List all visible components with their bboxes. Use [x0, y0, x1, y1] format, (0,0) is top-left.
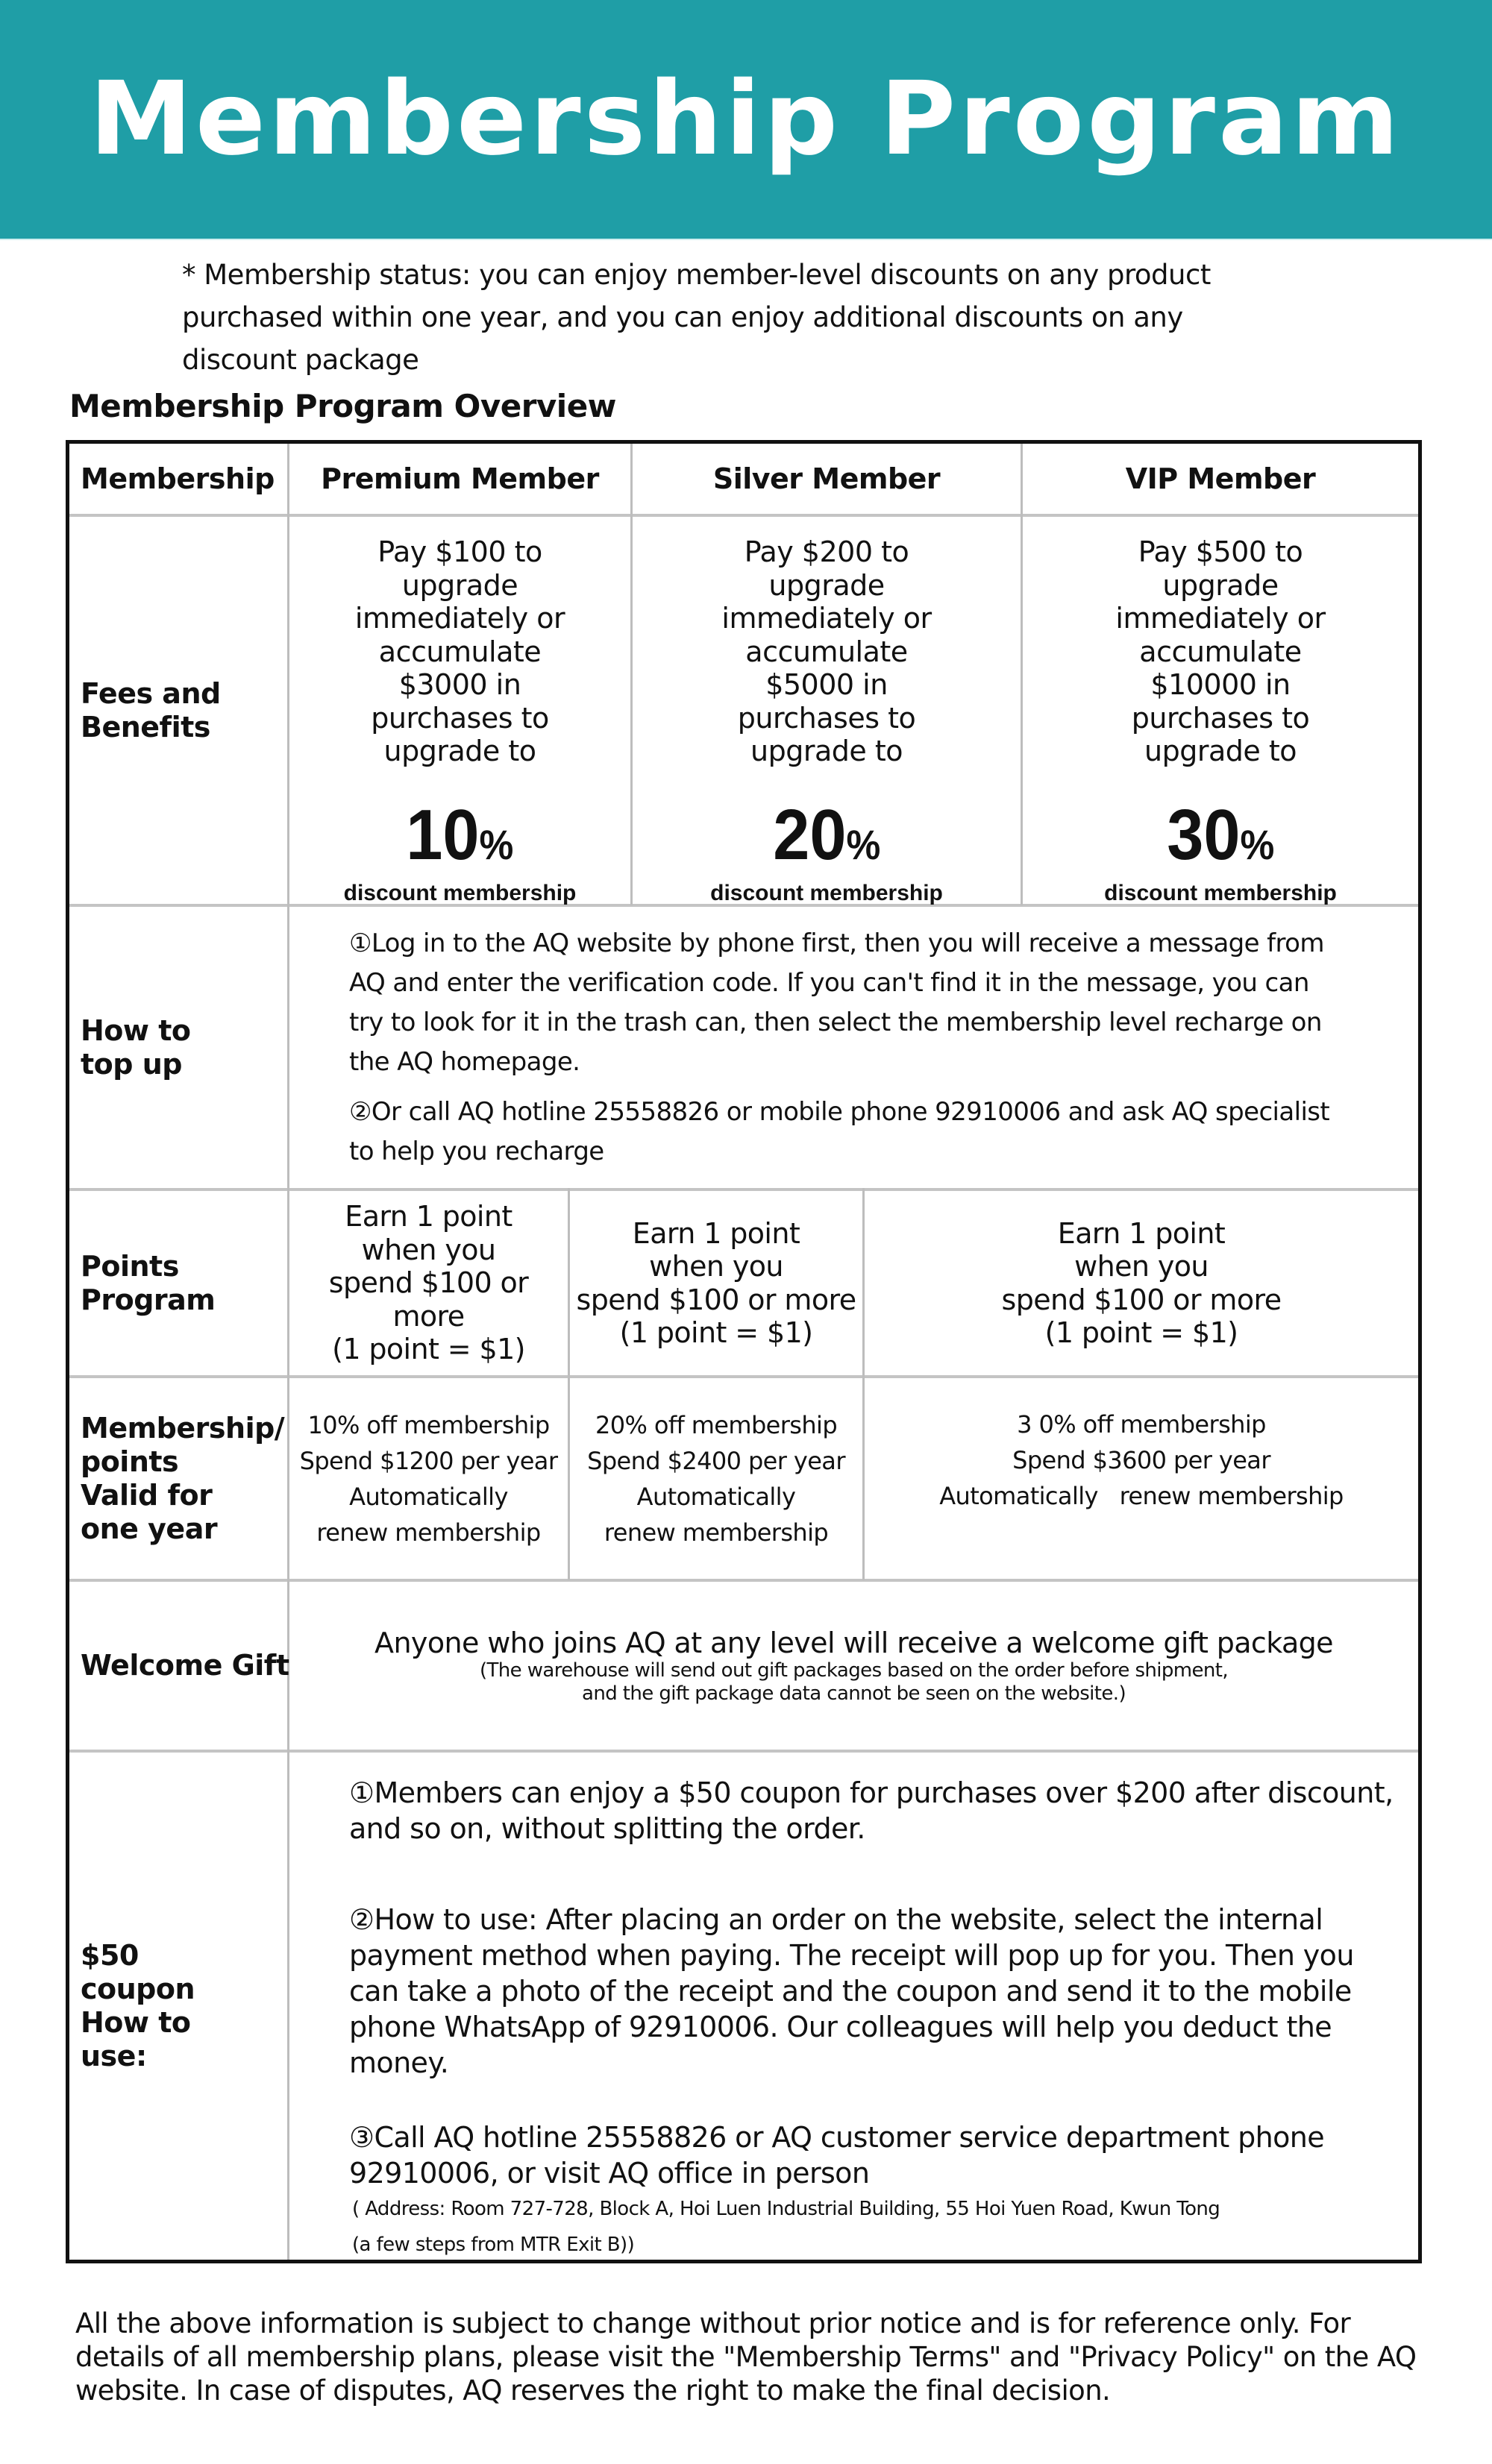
points-line: spend $100 or more — [1001, 1283, 1282, 1316]
validity-line: Automatically — [636, 1482, 796, 1511]
fee-tier-vip — [1023, 517, 1418, 904]
fee-description: Pay $200 to upgrade immediately or accumulate $5000 in purchases to upgrade to — [721, 535, 932, 767]
row-label-welcome-gift: Welcome Gift — [81, 1649, 289, 1682]
coupon-step-1: ①Members can enjoy a $50 coupon for purchases over $200 after discount, and so on, without splitting the order. — [349, 1776, 1394, 1845]
welcome-gift-note: (The warehouse will send out gift packages based on the order before shipment, — [479, 1659, 1229, 1682]
validity-line: Automatically renew membership — [939, 1482, 1344, 1510]
row-label-fees: Fees and Benefits — [81, 676, 221, 744]
validity-line: 3 0% off membership — [1017, 1410, 1266, 1439]
percent-value: 20 — [772, 794, 847, 875]
overview-heading: Membership Program Overview — [69, 388, 616, 424]
validity-line: Spend $1200 per year — [299, 1446, 558, 1475]
top-up-step-2: ②Or call AQ hotline 25558826 or mobile phone 92910006 and ask AQ specialist to help you recharge — [349, 1096, 1330, 1166]
points-line: Earn 1 point — [632, 1216, 800, 1250]
validity-line: Spend $3600 per year — [1012, 1446, 1270, 1474]
points-tier-premium — [289, 1191, 568, 1375]
top-up-instructions — [349, 907, 1334, 1188]
welcome-gift-text: Anyone who joins AQ at any level will receive a welcome gift package — [374, 1626, 1333, 1659]
fee-description: Pay $500 to upgrade immediately or accumulate $10000 in purchases to upgrade to — [1115, 535, 1326, 767]
validity-tier-vip — [865, 1378, 1418, 1579]
percent-sign: % — [846, 820, 881, 868]
fee-tier-silver — [633, 517, 1021, 904]
discount-percent — [406, 794, 514, 881]
page-title: Membership Program — [90, 60, 1402, 178]
fee-description: Pay $100 to upgrade immediately or accumulate $3000 in purchases to upgrade to — [354, 535, 565, 767]
discount-caption: discount membership — [343, 880, 577, 905]
points-line: when you — [361, 1233, 496, 1266]
fee-tier-premium — [289, 517, 630, 904]
points-tier-silver — [570, 1191, 862, 1375]
discount-caption: discount membership — [1104, 880, 1337, 905]
validity-line: Spend $2400 per year — [587, 1446, 845, 1475]
validity-line: renew membership — [316, 1518, 541, 1547]
percent-value: 30 — [1166, 794, 1241, 875]
welcome-gift-info — [289, 1582, 1418, 1750]
discount-caption: discount membership — [710, 880, 943, 905]
points-line: spend $100 or more — [328, 1266, 529, 1333]
top-up-step-1: ①Log in to the AQ website by phone first, then you will receive a message from AQ and enter the verification code. If you can't find it in the message, you can try to look for it in the trash can, then select the membership level recharge on the AQ homepage. — [349, 928, 1324, 1077]
membership-status-note: * Membership status: you can enjoy member-level discounts on any product purchased within one year, and you can enjoy additional discounts on any discount package — [182, 259, 1211, 376]
percent-value: 10 — [406, 794, 480, 875]
office-address: ( Address: Room 727-728, Block A, Hoi Luen Industrial Building, 55 Hoi Yuen Road, Kwun Tong — [352, 2198, 1220, 2220]
coupon-instructions — [349, 1753, 1405, 2260]
welcome-gift-note: and the gift package data cannot be seen on the website.) — [582, 1682, 1126, 1705]
header-banner — [0, 0, 1492, 240]
header-label-membership: Membership — [81, 462, 275, 495]
office-address-note: (a few steps from MTR Exit B)) — [352, 2234, 635, 2256]
points-tier-vip — [865, 1191, 1418, 1375]
points-line: (1 point = $1) — [619, 1316, 813, 1349]
discount-percent — [772, 794, 881, 881]
row-label-top-up: How to top up — [81, 1013, 191, 1081]
column-header-premium: Premium Member — [321, 462, 599, 495]
disclaimer: All the above information is subject to change without prior notice and is for reference only. For details of all membership plans, please visit the "Membership Terms" and "Privacy Policy" on the AQ website. In case of disputes, AQ reserves the right to make the final decision. — [75, 2307, 1417, 2407]
discount-percent — [1166, 794, 1275, 881]
validity-line: Automatically — [349, 1482, 508, 1511]
validity-tier-premium — [289, 1378, 568, 1579]
points-line: Earn 1 point — [1057, 1216, 1226, 1250]
validity-tier-silver — [570, 1378, 862, 1579]
percent-sign: % — [1240, 820, 1275, 868]
points-line: (1 point = $1) — [1044, 1316, 1238, 1349]
points-line: when you — [649, 1250, 783, 1283]
column-header-vip: VIP Member — [1125, 462, 1316, 495]
validity-line: 20% off membership — [595, 1410, 838, 1439]
points-line: spend $100 or more — [576, 1283, 856, 1316]
points-line: when you — [1074, 1250, 1209, 1283]
validity-line: renew membership — [604, 1518, 829, 1547]
percent-sign: % — [479, 820, 514, 868]
coupon-step-3: ③Call AQ hotline 25558826 or AQ customer service department phone 92910006, or visit AQ office in person — [349, 2121, 1325, 2190]
membership-table — [66, 440, 1422, 2263]
coupon-step-2: ②How to use: After placing an order on the website, select the internal payment method when paying. The receipt will pop up for you. Then you can take a photo of the receipt and the coupon and send it to the mobile phone WhatsApp of 92910006. Our colleagues will help you deduct the money. — [349, 1903, 1354, 2079]
row-label-points: Points Program — [81, 1249, 216, 1316]
row-label-validity: Membership/ points Valid for one year — [81, 1411, 285, 1545]
validity-line: 10% off membership — [307, 1410, 550, 1439]
points-line: Earn 1 point — [345, 1200, 513, 1233]
row-label-coupon: $50 coupon How to use: — [81, 1939, 195, 2072]
column-header-silver: Silver Member — [712, 462, 941, 495]
points-line: (1 point = $1) — [332, 1333, 525, 1366]
